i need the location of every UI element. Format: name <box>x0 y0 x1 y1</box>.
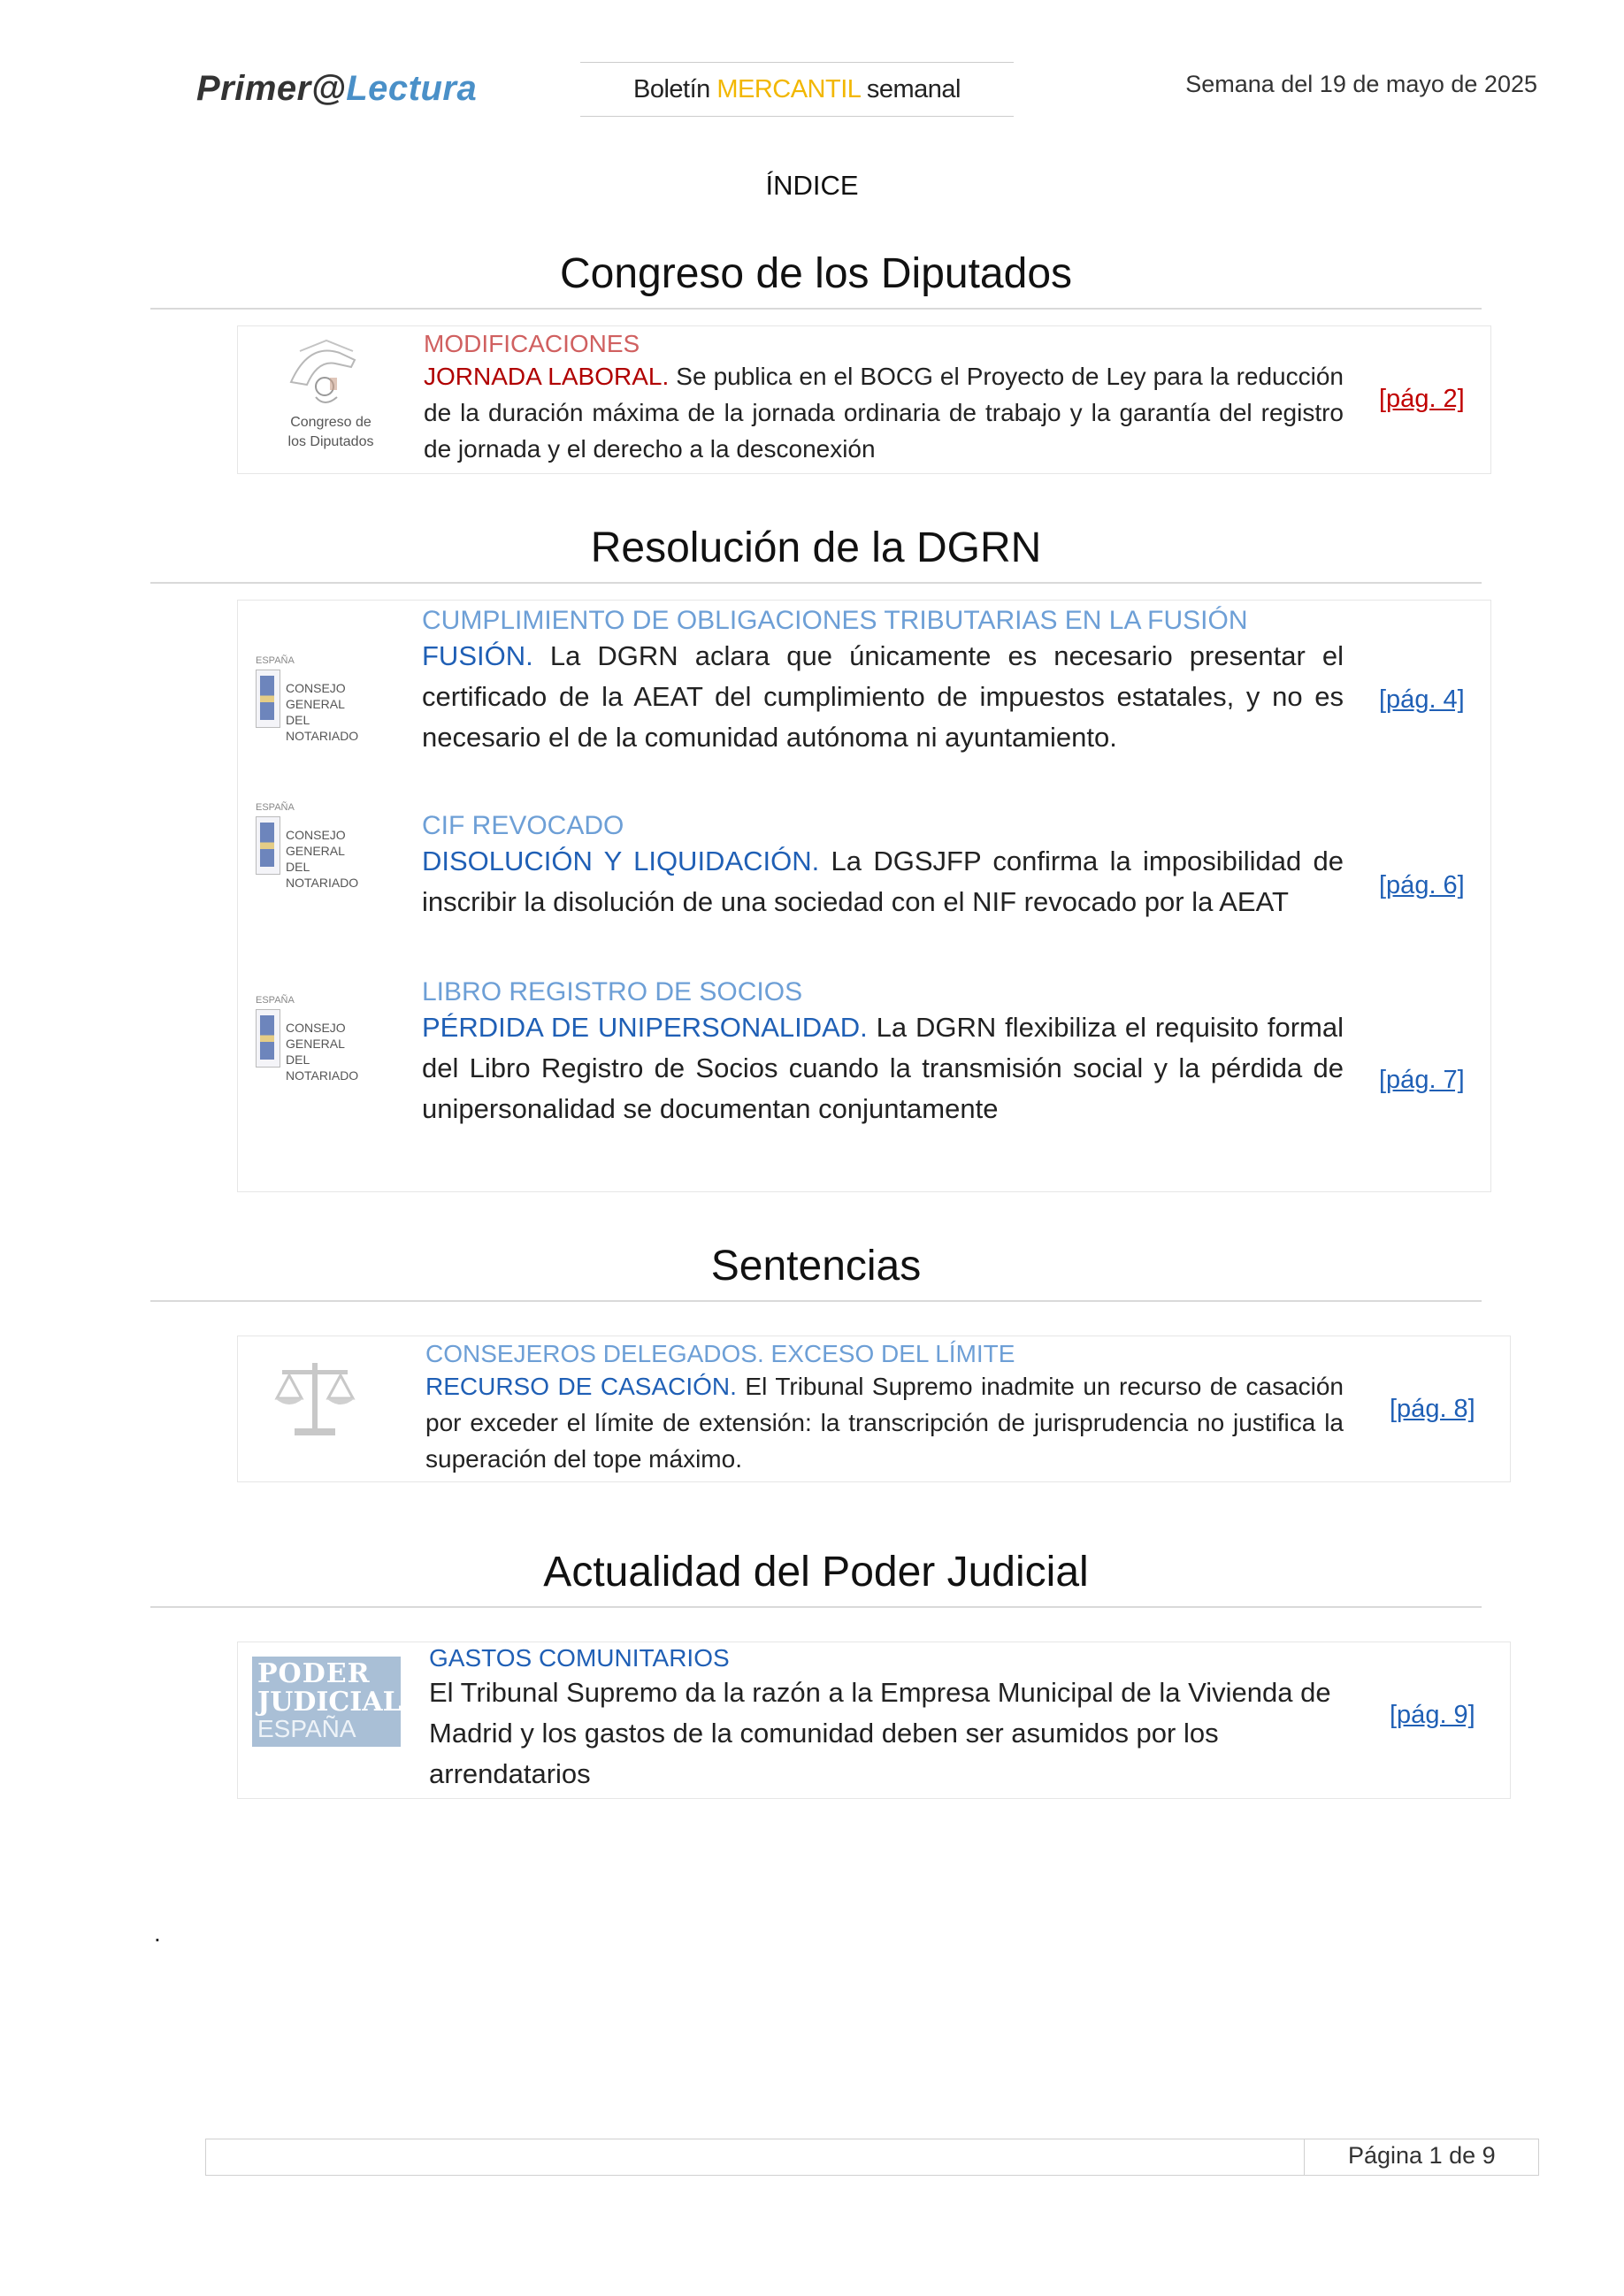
brand-part-1: Primer@ <box>196 69 347 108</box>
notariado-logo <box>252 802 385 890</box>
bulletin-title <box>580 62 1014 117</box>
section-divider <box>150 308 1482 310</box>
congreso-logo <box>273 333 379 457</box>
logo-espana: ESPAÑA <box>256 995 295 1006</box>
entry-category: CUMPLIMIENTO DE OBLIGACIONES TRIBUTARIAS EN LA FUSIÓN <box>422 606 1248 635</box>
logo-line-1: PODER <box>257 1658 371 1689</box>
stray-dot: . <box>154 1919 161 1947</box>
week-date: Semana del 19 de mayo de 2025 <box>1185 71 1537 97</box>
section-title-congreso: Congreso de los Diputados <box>559 250 1073 297</box>
page-link-6[interactable]: [pág. 6] <box>1379 871 1465 899</box>
section-divider <box>150 582 1482 584</box>
page-link-4[interactable]: [pág. 4] <box>1379 685 1465 714</box>
poder-judicial-entry <box>429 1644 1344 1795</box>
congreso-entry-box <box>237 325 1491 474</box>
entry-body: El Tribunal Supremo inadmite un recurso de casación por exceder el límite de extensión: la transcripción de jurisprudencia no justifica la superación del tope máximo. <box>425 1373 1344 1473</box>
dgrn-entry-2 <box>422 811 1344 922</box>
logo-text-1: CONSEJO GENERAL <box>286 1021 346 1051</box>
page-number: Página 1 de 9 <box>1348 2142 1496 2169</box>
entry-text <box>424 358 1344 467</box>
logo-line-3: ESPAÑA <box>257 1715 356 1742</box>
page-link-7[interactable]: [pág. 7] <box>1379 1066 1465 1094</box>
section-divider <box>150 1606 1482 1608</box>
dgrn-entries-box <box>237 600 1491 1192</box>
section-divider <box>150 1300 1482 1302</box>
brand-logo <box>196 69 477 109</box>
entry-lead: PÉRDIDA DE UNIPERSONALIDAD. <box>422 1012 868 1043</box>
page-link-8[interactable]: [pág. 8] <box>1390 1395 1475 1423</box>
entry-body: El Tribunal Supremo da la razón a la Empresa Municipal de la Vivienda de Madrid y los gastos de la comunidad deben ser asumidos por los arrendatarios <box>429 1677 1331 1789</box>
entry-lead: FUSIÓN. <box>422 640 533 671</box>
congreso-emblem-icon <box>273 333 371 413</box>
congreso-entry <box>424 330 1344 467</box>
logo-text-2: DEL NOTARIADO <box>286 713 359 743</box>
entry-category: MODIFICACIONES <box>424 330 640 357</box>
poder-judicial-entry-box <box>237 1642 1511 1799</box>
entry-category: CONSEJEROS DELEGADOS. EXCESO DEL LÍMITE <box>425 1340 1015 1367</box>
logo-line-2: JUDICIAL <box>257 1687 402 1718</box>
logo-text-1: CONSEJO GENERAL <box>286 681 346 711</box>
entry-body: Se publica en el BOCG el Proyecto de Ley para la reducción de la duración máxima de la jornada ordinaria de trabajo y la garantía del registro de jornada y el derecho a la desconexión <box>424 363 1344 463</box>
logo-text-2: DEL NOTARIADO <box>286 1052 359 1083</box>
entry-body: La DGRN flexibiliza el requisito formal del Libro Registro de Socios cuando la transmisión social y la pérdida de unipersonalidad se documentan conjuntamente <box>422 1012 1344 1124</box>
bulletin-highlight: MERCANTIL <box>716 75 861 103</box>
logo-espana: ESPAÑA <box>256 802 295 813</box>
section-title-poder-judicial: Actualidad del Poder Judicial <box>543 1549 1089 1596</box>
brand-part-2: Lectura <box>346 69 478 108</box>
entry-body: La DGSJFP confirma la imposibilidad de inscribir la disolución de una sociedad con el NIF revocado por la AEAT <box>422 846 1344 917</box>
congreso-logo-text-2: los Diputados <box>287 434 374 449</box>
entry-category: LIBRO REGISTRO DE SOCIOS <box>422 977 803 1006</box>
logo-text-1: CONSEJO GENERAL <box>286 828 346 858</box>
bulletin-suffix: semanal <box>860 75 961 103</box>
notariado-flag-icon <box>256 816 280 875</box>
entry-lead: DISOLUCIÓN Y LIQUIDACIÓN. <box>422 846 820 876</box>
page-link-2[interactable]: [pág. 2] <box>1379 385 1465 413</box>
sentencias-entry-box <box>237 1336 1511 1482</box>
bulletin-prefix: Boletín <box>632 75 717 103</box>
entry-text <box>422 841 1344 922</box>
poder-judicial-logo <box>252 1657 401 1747</box>
scales-of-justice-icon <box>273 1354 356 1443</box>
entry-text <box>425 1368 1344 1477</box>
notariado-flag-icon <box>256 1009 280 1068</box>
notariado-flag-icon <box>256 670 280 728</box>
notariado-logo <box>252 655 385 743</box>
entry-text <box>422 1007 1344 1129</box>
notariado-logo <box>252 995 385 1083</box>
entry-category: GASTOS COMUNITARIOS <box>429 1644 730 1672</box>
congreso-logo-text-1: Congreso de <box>290 415 372 430</box>
dgrn-entry-3 <box>422 977 1344 1129</box>
entry-text <box>422 636 1344 758</box>
logo-espana: ESPAÑA <box>256 655 295 666</box>
footer-box <box>205 2139 1539 2176</box>
sentencias-entry <box>425 1340 1344 1477</box>
dgrn-entry-1 <box>422 606 1344 758</box>
section-title-sentencias: Sentencias <box>710 1243 922 1290</box>
entry-lead: JORNADA LABORAL. <box>424 363 670 390</box>
logo-text-2: DEL NOTARIADO <box>286 860 359 890</box>
index-title: ÍNDICE <box>765 170 859 201</box>
entry-category: CIF REVOCADO <box>422 811 624 840</box>
section-title-dgrn: Resolución de la DGRN <box>590 524 1042 571</box>
entry-body: La DGRN aclara que únicamente es necesario presentar el certificado de la AEAT del cumplimiento de impuestos estatales, y no es necesario el de la comunidad autónoma ni ayuntamiento. <box>422 640 1344 753</box>
footer-divider <box>1304 2139 1305 2176</box>
entry-lead: RECURSO DE CASACIÓN. <box>425 1373 737 1400</box>
page-link-9[interactable]: [pág. 9] <box>1390 1701 1475 1729</box>
